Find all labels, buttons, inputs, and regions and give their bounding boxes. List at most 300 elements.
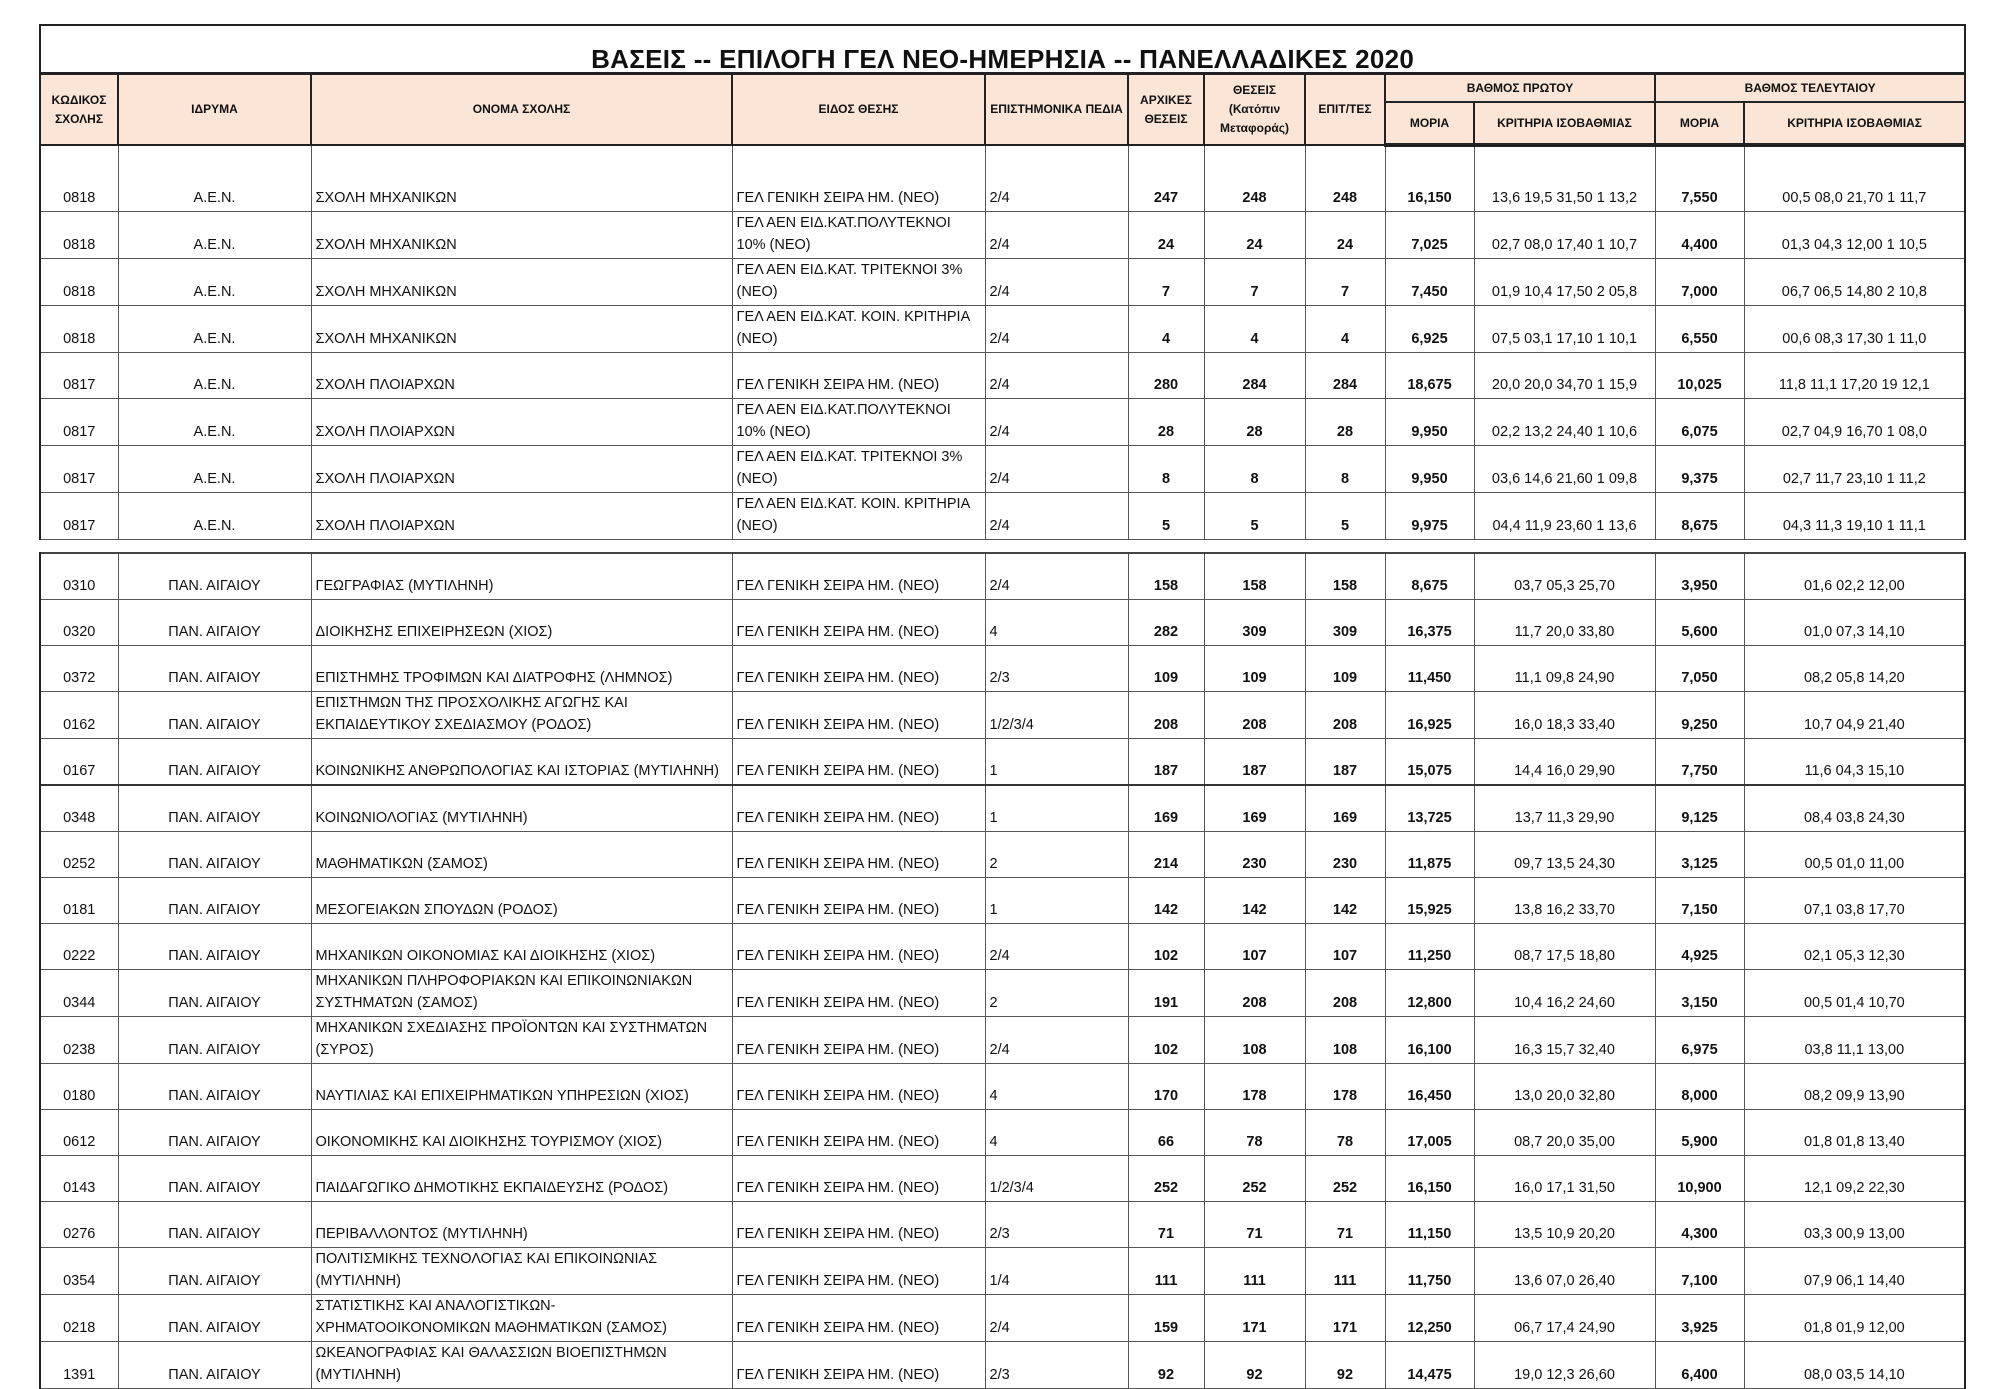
cell-first-criteria: 02,2 13,2 24,40 1 10,6 [1474, 399, 1655, 446]
cell-initial-places: 191 [1128, 970, 1204, 1017]
cell-last-points: 4,300 [1655, 1202, 1744, 1248]
cell-last-criteria: 01,8 01,9 12,00 [1744, 1295, 1965, 1342]
cell-code: 0372 [40, 646, 118, 692]
cell-last-points: 5,900 [1655, 1110, 1744, 1156]
cell-institution: ΠΑΝ. ΑΙΓΑΙΟΥ [118, 785, 311, 832]
cell-institution: ΠΑΝ. ΑΙΓΑΙΟΥ [118, 832, 311, 878]
cell-first-points: 16,150 [1385, 145, 1474, 212]
cell-places-after-transfer: 169 [1204, 785, 1305, 832]
cell-last-criteria: 11,8 11,1 17,20 19 12,1 [1744, 353, 1965, 399]
cell-places-after-transfer: 248 [1204, 145, 1305, 212]
cell-last-criteria: 08,2 05,8 14,20 [1744, 646, 1965, 692]
table-row [40, 553, 1965, 600]
cell-school-name: ΚΟΙΝΩΝΙΟΛΟΓΙΑΣ (ΜΥΤΙΛΗΝΗ) [311, 785, 732, 832]
section-aen [40, 145, 1965, 540]
cell-institution: ΠΑΝ. ΑΙΓΑΙΟΥ [118, 739, 311, 786]
cell-first-points: 12,250 [1385, 1295, 1474, 1342]
cell-last-criteria: 02,1 05,3 12,30 [1744, 924, 1965, 970]
cell-code: 0181 [40, 878, 118, 924]
cell-school-name: ΟΙΚΟΝΟΜΙΚΗΣ ΚΑΙ ΔΙΟΙΚΗΣΗΣ ΤΟΥΡΙΣΜΟΥ (ΧΙΟΣ) [311, 1110, 732, 1156]
cell-fields: 4 [985, 1110, 1128, 1156]
cell-places-after-transfer: 284 [1204, 353, 1305, 399]
cell-places-after-transfer: 187 [1204, 739, 1305, 786]
cell-admitted: 284 [1305, 353, 1385, 399]
cell-school-name: ΣΧΟΛΗ ΜΗΧΑΝΙΚΩΝ [311, 145, 732, 212]
cell-first-points: 13,725 [1385, 785, 1474, 832]
cell-first-points: 17,005 [1385, 1110, 1474, 1156]
cell-last-points: 7,100 [1655, 1248, 1744, 1295]
cell-places-after-transfer: 5 [1204, 493, 1305, 540]
cell-places-after-transfer: 208 [1204, 970, 1305, 1017]
cell-first-points: 11,750 [1385, 1248, 1474, 1295]
cell-admitted: 248 [1305, 145, 1385, 212]
cell-last-criteria: 00,6 08,3 17,30 1 11,0 [1744, 306, 1965, 353]
cell-school-name: ΜΗΧΑΝΙΚΩΝ ΣΧΕΔΙΑΣΗΣ ΠΡΟΪΟΝΤΩΝ ΚΑΙ ΣΥΣΤΗΜΑΤΩΝ (ΣΥΡΟΣ) [311, 1017, 732, 1064]
col-header-places-after-transfer: ΘΕΣΕΙΣ (Κατόπιν Μεταφοράς) [1204, 74, 1305, 146]
cell-last-criteria: 08,0 03,5 14,10 [1744, 1342, 1965, 1389]
cell-first-points: 16,150 [1385, 1156, 1474, 1202]
cell-last-points: 3,125 [1655, 832, 1744, 878]
cell-school-name: ΣΧΟΛΗ ΠΛΟΙΑΡΧΩΝ [311, 353, 732, 399]
spreadsheet [39, 24, 1964, 1389]
cell-position-type: ΓΕΛ ΓΕΝΙΚΗ ΣΕΙΡΑ ΗΜ. (ΝΕΟ) [732, 1202, 985, 1248]
cell-first-criteria: 20,0 20,0 34,70 1 15,9 [1474, 353, 1655, 399]
cell-position-type: ΓΕΛ ΓΕΝΙΚΗ ΣΕΙΡΑ ΗΜ. (ΝΕΟ) [732, 600, 985, 646]
table-row [40, 692, 1965, 739]
cell-admitted: 71 [1305, 1202, 1385, 1248]
cell-code: 0238 [40, 1017, 118, 1064]
col-group-last-grade: ΒΑΘΜΟΣ ΤΕΛΕΥΤΑΙΟΥ [1655, 74, 1965, 103]
cell-last-criteria: 11,6 04,3 15,10 [1744, 739, 1965, 786]
table-row [40, 970, 1965, 1017]
cell-code: 0818 [40, 145, 118, 212]
cell-fields: 2/4 [985, 306, 1128, 353]
cell-last-criteria: 01,3 04,3 12,00 1 10,5 [1744, 212, 1965, 259]
cell-institution: ΠΑΝ. ΑΙΓΑΙΟΥ [118, 1110, 311, 1156]
cell-position-type: ΓΕΛ ΑΕΝ ΕΙΔ.ΚΑΤ.ΠΟΛΥΤΕΚΝΟΙ 10% (ΝΕΟ) [732, 212, 985, 259]
cell-institution: Α.Ε.Ν. [118, 493, 311, 540]
cell-last-points: 5,600 [1655, 600, 1744, 646]
cell-position-type: ΓΕΛ ΓΕΝΙΚΗ ΣΕΙΡΑ ΗΜ. (ΝΕΟ) [732, 692, 985, 739]
cell-fields: 2/4 [985, 399, 1128, 446]
cell-first-criteria: 07,5 03,1 17,10 1 10,1 [1474, 306, 1655, 353]
cell-initial-places: 66 [1128, 1110, 1204, 1156]
cell-position-type: ΓΕΛ ΓΕΝΙΚΗ ΣΕΙΡΑ ΗΜ. (ΝΕΟ) [732, 785, 985, 832]
cell-institution: Α.Ε.Ν. [118, 259, 311, 306]
cell-school-name: ΜΗΧΑΝΙΚΩΝ ΠΛΗΡΟΦΟΡΙΑΚΩΝ ΚΑΙ ΕΠΙΚΟΙΝΩΝΙΑΚΩΝ ΣΥΣΤΗΜΑΤΩΝ (ΣΑΜΟΣ) [311, 970, 732, 1017]
cell-initial-places: 282 [1128, 600, 1204, 646]
col-header-last-points: ΜΟΡΙΑ [1655, 102, 1744, 145]
cell-admitted: 158 [1305, 553, 1385, 600]
cell-first-points: 15,925 [1385, 878, 1474, 924]
cell-fields: 2/3 [985, 1202, 1128, 1248]
cell-first-criteria: 13,0 20,0 32,80 [1474, 1064, 1655, 1110]
cell-places-after-transfer: 71 [1204, 1202, 1305, 1248]
cell-first-points: 9,950 [1385, 399, 1474, 446]
cell-fields: 2/4 [985, 1295, 1128, 1342]
cell-institution: ΠΑΝ. ΑΙΓΑΙΟΥ [118, 1248, 311, 1295]
cell-position-type: ΓΕΛ ΓΕΝΙΚΗ ΣΕΙΡΑ ΗΜ. (ΝΕΟ) [732, 739, 985, 786]
table-row [40, 1342, 1965, 1389]
table-row [40, 399, 1965, 446]
cell-admitted: 92 [1305, 1342, 1385, 1389]
cell-last-points: 4,400 [1655, 212, 1744, 259]
cell-fields: 2/4 [985, 924, 1128, 970]
cell-position-type: ΓΕΛ ΓΕΝΙΚΗ ΣΕΙΡΑ ΗΜ. (ΝΕΟ) [732, 145, 985, 212]
table-row [40, 739, 1965, 786]
cell-institution: Α.Ε.Ν. [118, 212, 311, 259]
cell-first-criteria: 11,1 09,8 24,90 [1474, 646, 1655, 692]
cell-institution: ΠΑΝ. ΑΙΓΑΙΟΥ [118, 1342, 311, 1389]
cell-code: 0222 [40, 924, 118, 970]
cell-first-points: 12,800 [1385, 970, 1474, 1017]
table-row [40, 878, 1965, 924]
cell-school-name: ΩΚΕΑΝΟΓΡΑΦΙΑΣ ΚΑΙ ΘΑΛΑΣΣΙΩΝ ΒΙΟΕΠΙΣΤΗΜΩΝ (ΜΥΤΙΛΗΝΗ) [311, 1342, 732, 1389]
cell-code: 0252 [40, 832, 118, 878]
cell-initial-places: 280 [1128, 353, 1204, 399]
cell-code: 0348 [40, 785, 118, 832]
cell-school-name: ΔΙΟΙΚΗΣΗΣ ΕΠΙΧΕΙΡΗΣΕΩΝ (ΧΙΟΣ) [311, 600, 732, 646]
cell-position-type: ΓΕΛ ΑΕΝ ΕΙΔ.ΚΑΤ. ΤΡΙΤΕΚΝΟΙ 3% (ΝΕΟ) [732, 259, 985, 306]
table-row [40, 1017, 1965, 1064]
cell-first-criteria: 09,7 13,5 24,30 [1474, 832, 1655, 878]
cell-position-type: ΓΕΛ ΓΕΝΙΚΗ ΣΕΙΡΑ ΗΜ. (ΝΕΟ) [732, 832, 985, 878]
cell-code: 0320 [40, 600, 118, 646]
cell-fields: 2/4 [985, 1017, 1128, 1064]
cell-first-points: 7,025 [1385, 212, 1474, 259]
cell-first-points: 11,450 [1385, 646, 1474, 692]
cell-position-type: ΓΕΛ ΓΕΝΙΚΗ ΣΕΙΡΑ ΗΜ. (ΝΕΟ) [732, 646, 985, 692]
cell-institution: ΠΑΝ. ΑΙΓΑΙΟΥ [118, 1017, 311, 1064]
cell-first-points: 15,075 [1385, 739, 1474, 786]
cell-first-points: 16,450 [1385, 1064, 1474, 1110]
cell-last-points: 7,150 [1655, 878, 1744, 924]
cell-first-points: 16,100 [1385, 1017, 1474, 1064]
cell-admitted: 108 [1305, 1017, 1385, 1064]
cell-fields: 1/2/3/4 [985, 692, 1128, 739]
cell-admitted: 230 [1305, 832, 1385, 878]
cell-institution: Α.Ε.Ν. [118, 446, 311, 493]
cell-code: 0612 [40, 1110, 118, 1156]
cell-school-name: ΣΧΟΛΗ ΜΗΧΑΝΙΚΩΝ [311, 306, 732, 353]
cell-last-criteria: 04,3 11,3 19,10 1 11,1 [1744, 493, 1965, 540]
cell-last-criteria: 02,7 11,7 23,10 1 11,2 [1744, 446, 1965, 493]
cell-institution: ΠΑΝ. ΑΙΓΑΙΟΥ [118, 1295, 311, 1342]
cell-institution: Α.Ε.Ν. [118, 353, 311, 399]
cell-fields: 2/3 [985, 1342, 1128, 1389]
cell-first-points: 18,675 [1385, 353, 1474, 399]
cell-fields: 2/4 [985, 212, 1128, 259]
table-row [40, 646, 1965, 692]
cell-initial-places: 247 [1128, 145, 1204, 212]
cell-first-criteria: 16,3 15,7 32,40 [1474, 1017, 1655, 1064]
cell-first-points: 6,925 [1385, 306, 1474, 353]
cell-initial-places: 159 [1128, 1295, 1204, 1342]
cell-first-points: 11,875 [1385, 832, 1474, 878]
cell-fields: 1/2/3/4 [985, 1156, 1128, 1202]
cell-code: 0180 [40, 1064, 118, 1110]
cell-code: 0817 [40, 493, 118, 540]
cell-position-type: ΓΕΛ ΓΕΝΙΚΗ ΣΕΙΡΑ ΗΜ. (ΝΕΟ) [732, 1064, 985, 1110]
cell-initial-places: 5 [1128, 493, 1204, 540]
cell-code: 0218 [40, 1295, 118, 1342]
cell-places-after-transfer: 24 [1204, 212, 1305, 259]
table-row [40, 306, 1965, 353]
cell-first-criteria: 13,8 16,2 33,70 [1474, 878, 1655, 924]
cell-fields: 1 [985, 878, 1128, 924]
cell-last-criteria: 01,6 02,2 12,00 [1744, 553, 1965, 600]
cell-institution: ΠΑΝ. ΑΙΓΑΙΟΥ [118, 1064, 311, 1110]
cell-initial-places: 252 [1128, 1156, 1204, 1202]
cell-admitted: 78 [1305, 1110, 1385, 1156]
cell-fields: 1/4 [985, 1248, 1128, 1295]
cell-first-criteria: 13,6 07,0 26,40 [1474, 1248, 1655, 1295]
table-row [40, 1202, 1965, 1248]
cell-position-type: ΓΕΛ ΓΕΝΙΚΗ ΣΕΙΡΑ ΗΜ. (ΝΕΟ) [732, 1017, 985, 1064]
cell-admitted: 171 [1305, 1295, 1385, 1342]
cell-last-criteria: 00,5 01,0 11,00 [1744, 832, 1965, 878]
cell-school-name: ΣΤΑΤΙΣΤΙΚΗΣ ΚΑΙ ΑΝΑΛΟΓΙΣΤΙΚΩΝ-ΧΡΗΜΑΤΟΟΙΚΟΝΟΜΙΚΩΝ ΜΑΘΗΜΑΤΙΚΩΝ (ΣΑΜΟΣ) [311, 1295, 732, 1342]
cell-places-after-transfer: 7 [1204, 259, 1305, 306]
cell-places-after-transfer: 309 [1204, 600, 1305, 646]
cell-last-criteria: 07,9 06,1 14,40 [1744, 1248, 1965, 1295]
cell-admitted: 142 [1305, 878, 1385, 924]
cell-initial-places: 7 [1128, 259, 1204, 306]
cell-places-after-transfer: 108 [1204, 1017, 1305, 1064]
col-header-last-criteria: ΚΡΙΤΗΡΙΑ ΙΣΟΒΑΘΜΙΑΣ [1744, 102, 1965, 145]
cell-first-criteria: 08,7 17,5 18,80 [1474, 924, 1655, 970]
cell-admitted: 309 [1305, 600, 1385, 646]
cell-institution: ΠΑΝ. ΑΙΓΑΙΟΥ [118, 553, 311, 600]
cell-fields: 2/4 [985, 493, 1128, 540]
cell-last-points: 3,925 [1655, 1295, 1744, 1342]
cell-last-criteria: 00,5 01,4 10,70 [1744, 970, 1965, 1017]
cell-first-criteria: 04,4 11,9 23,60 1 13,6 [1474, 493, 1655, 540]
table-row [40, 1064, 1965, 1110]
cell-last-criteria: 08,4 03,8 24,30 [1744, 785, 1965, 832]
cell-institution: ΠΑΝ. ΑΙΓΑΙΟΥ [118, 924, 311, 970]
cell-initial-places: 71 [1128, 1202, 1204, 1248]
cell-initial-places: 214 [1128, 832, 1204, 878]
cell-institution: ΠΑΝ. ΑΙΓΑΙΟΥ [118, 600, 311, 646]
cell-institution: Α.Ε.Ν. [118, 306, 311, 353]
cell-admitted: 8 [1305, 446, 1385, 493]
cell-school-name: ΣΧΟΛΗ ΠΛΟΙΑΡΧΩΝ [311, 399, 732, 446]
page-title: ΒΑΣΕΙΣ -- ΕΠΙΛΟΓΗ ΓΕΛ ΝΕΟ-ΗΜΕΡΗΣΙΑ -- ΠΑΝΕΛΛΑΔΙΚΕΣ 2020 [40, 25, 1965, 74]
cell-places-after-transfer: 92 [1204, 1342, 1305, 1389]
cell-school-name: ΓΕΩΓΡΑΦΙΑΣ (ΜΥΤΙΛΗΝΗ) [311, 553, 732, 600]
cell-last-points: 6,975 [1655, 1017, 1744, 1064]
table-row [40, 446, 1965, 493]
cell-initial-places: 208 [1128, 692, 1204, 739]
cell-initial-places: 187 [1128, 739, 1204, 786]
cell-code: 0310 [40, 553, 118, 600]
cell-last-points: 9,250 [1655, 692, 1744, 739]
cell-code: 0276 [40, 1202, 118, 1248]
cell-position-type: ΓΕΛ ΓΕΝΙΚΗ ΣΕΙΡΑ ΗΜ. (ΝΕΟ) [732, 353, 985, 399]
cell-last-points: 3,150 [1655, 970, 1744, 1017]
cell-first-criteria: 02,7 08,0 17,40 1 10,7 [1474, 212, 1655, 259]
cell-school-name: ΣΧΟΛΗ ΠΛΟΙΑΡΧΩΝ [311, 493, 732, 540]
col-header-code: ΚΩΔΙΚΟΣ ΣΧΟΛΗΣ [40, 74, 118, 146]
cell-fields: 2/4 [985, 353, 1128, 399]
cell-initial-places: 102 [1128, 924, 1204, 970]
table-row [40, 1156, 1965, 1202]
cell-last-criteria: 02,7 04,9 16,70 1 08,0 [1744, 399, 1965, 446]
cell-initial-places: 24 [1128, 212, 1204, 259]
cell-code: 0167 [40, 739, 118, 786]
table-row [40, 1248, 1965, 1295]
table-row [40, 353, 1965, 399]
cell-last-points: 6,075 [1655, 399, 1744, 446]
cell-first-criteria: 11,7 20,0 33,80 [1474, 600, 1655, 646]
cell-institution: ΠΑΝ. ΑΙΓΑΙΟΥ [118, 646, 311, 692]
cell-school-name: ΣΧΟΛΗ ΠΛΟΙΑΡΧΩΝ [311, 446, 732, 493]
cell-position-type: ΓΕΛ ΓΕΝΙΚΗ ΣΕΙΡΑ ΗΜ. (ΝΕΟ) [732, 1342, 985, 1389]
cell-admitted: 111 [1305, 1248, 1385, 1295]
cell-first-criteria: 08,7 20,0 35,00 [1474, 1110, 1655, 1156]
cell-admitted: 24 [1305, 212, 1385, 259]
col-header-institution: ΙΔΡΥΜΑ [118, 74, 311, 146]
cell-position-type: ΓΕΛ ΑΕΝ ΕΙΔ.ΚΑΤ.ΠΟΛΥΤΕΚΝΟΙ 10% (ΝΕΟ) [732, 399, 985, 446]
cell-position-type: ΓΕΛ ΓΕΝΙΚΗ ΣΕΙΡΑ ΗΜ. (ΝΕΟ) [732, 924, 985, 970]
cell-fields: 2/4 [985, 446, 1128, 493]
cell-last-points: 10,025 [1655, 353, 1744, 399]
cell-last-criteria: 01,0 07,3 14,10 [1744, 600, 1965, 646]
cell-first-criteria: 01,9 10,4 17,50 2 05,8 [1474, 259, 1655, 306]
cell-school-name: ΜΑΘΗΜΑΤΙΚΩΝ (ΣΑΜΟΣ) [311, 832, 732, 878]
cell-initial-places: 4 [1128, 306, 1204, 353]
cell-school-name: ΜΕΣΟΓΕΙΑΚΩΝ ΣΠΟΥΔΩΝ (ΡΟΔΟΣ) [311, 878, 732, 924]
cell-places-after-transfer: 28 [1204, 399, 1305, 446]
cell-code: 1391 [40, 1342, 118, 1389]
cell-first-points: 9,975 [1385, 493, 1474, 540]
section-aegean [40, 553, 1965, 1389]
section-gap [40, 540, 1965, 554]
cell-fields: 2/3 [985, 646, 1128, 692]
cell-last-points: 3,950 [1655, 553, 1744, 600]
table-row [40, 924, 1965, 970]
cell-first-criteria: 03,7 05,3 25,70 [1474, 553, 1655, 600]
cell-code: 0143 [40, 1156, 118, 1202]
cell-institution: ΠΑΝ. ΑΙΓΑΙΟΥ [118, 970, 311, 1017]
cell-last-criteria: 06,7 06,5 14,80 2 10,8 [1744, 259, 1965, 306]
cell-fields: 2/4 [985, 259, 1128, 306]
cell-first-points: 9,950 [1385, 446, 1474, 493]
cell-initial-places: 142 [1128, 878, 1204, 924]
table-row [40, 785, 1965, 832]
cell-last-points: 7,000 [1655, 259, 1744, 306]
col-header-school-name: ΟΝΟΜΑ ΣΧΟΛΗΣ [311, 74, 732, 146]
cell-initial-places: 158 [1128, 553, 1204, 600]
cell-places-after-transfer: 111 [1204, 1248, 1305, 1295]
table-row [40, 259, 1965, 306]
admission-scores-table [39, 24, 1966, 1389]
cell-initial-places: 28 [1128, 399, 1204, 446]
cell-initial-places: 8 [1128, 446, 1204, 493]
cell-initial-places: 109 [1128, 646, 1204, 692]
cell-admitted: 4 [1305, 306, 1385, 353]
cell-school-name: ΝΑΥΤΙΛΙΑΣ ΚΑΙ ΕΠΙΧΕΙΡΗΜΑΤΙΚΩΝ ΥΠΗΡΕΣΙΩΝ (ΧΙΟΣ) [311, 1064, 732, 1110]
cell-last-criteria: 00,5 08,0 21,70 1 11,7 [1744, 145, 1965, 212]
cell-first-criteria: 06,7 17,4 24,90 [1474, 1295, 1655, 1342]
cell-code: 0354 [40, 1248, 118, 1295]
col-header-fields: ΕΠΙΣΤΗΜΟΝΙΚΑ ΠΕΔΙΑ [985, 74, 1128, 146]
cell-position-type: ΓΕΛ ΓΕΝΙΚΗ ΣΕΙΡΑ ΗΜ. (ΝΕΟ) [732, 878, 985, 924]
cell-last-points: 7,750 [1655, 739, 1744, 786]
cell-code: 0818 [40, 259, 118, 306]
cell-fields: 1 [985, 739, 1128, 786]
cell-first-criteria: 16,0 17,1 31,50 [1474, 1156, 1655, 1202]
cell-code: 0344 [40, 970, 118, 1017]
cell-last-points: 10,900 [1655, 1156, 1744, 1202]
cell-places-after-transfer: 208 [1204, 692, 1305, 739]
col-header-position-type: ΕΙΔΟΣ ΘΕΣΗΣ [732, 74, 985, 146]
cell-admitted: 109 [1305, 646, 1385, 692]
table-row [40, 832, 1965, 878]
cell-first-criteria: 13,7 11,3 29,90 [1474, 785, 1655, 832]
cell-fields: 2/4 [985, 145, 1128, 212]
col-header-first-criteria: ΚΡΙΤΗΡΙΑ ΙΣΟΒΑΘΜΙΑΣ [1474, 102, 1655, 145]
cell-initial-places: 170 [1128, 1064, 1204, 1110]
cell-school-name: ΕΠΙΣΤΗΜΗΣ ΤΡΟΦΙΜΩΝ ΚΑΙ ΔΙΑΤΡΟΦΗΣ (ΛΗΜΝΟΣ) [311, 646, 732, 692]
table-row [40, 145, 1965, 212]
cell-initial-places: 169 [1128, 785, 1204, 832]
cell-last-points: 8,000 [1655, 1064, 1744, 1110]
cell-places-after-transfer: 78 [1204, 1110, 1305, 1156]
cell-school-name: ΠΟΛΙΤΙΣΜΙΚΗΣ ΤΕΧΝΟΛΟΓΙΑΣ ΚΑΙ ΕΠΙΚΟΙΝΩΝΙΑΣ (ΜΥΤΙΛΗΝΗ) [311, 1248, 732, 1295]
cell-first-criteria: 13,5 10,9 20,20 [1474, 1202, 1655, 1248]
cell-code: 0818 [40, 306, 118, 353]
cell-code: 0817 [40, 353, 118, 399]
cell-first-criteria: 19,0 12,3 26,60 [1474, 1342, 1655, 1389]
cell-last-points: 7,550 [1655, 145, 1744, 212]
cell-last-criteria: 12,1 09,2 22,30 [1744, 1156, 1965, 1202]
cell-first-points: 7,450 [1385, 259, 1474, 306]
cell-position-type: ΓΕΛ ΓΕΝΙΚΗ ΣΕΙΡΑ ΗΜ. (ΝΕΟ) [732, 970, 985, 1017]
cell-institution: ΠΑΝ. ΑΙΓΑΙΟΥ [118, 1202, 311, 1248]
cell-first-criteria: 13,6 19,5 31,50 1 13,2 [1474, 145, 1655, 212]
cell-initial-places: 111 [1128, 1248, 1204, 1295]
cell-last-points: 7,050 [1655, 646, 1744, 692]
cell-fields: 1 [985, 785, 1128, 832]
cell-places-after-transfer: 142 [1204, 878, 1305, 924]
cell-places-after-transfer: 107 [1204, 924, 1305, 970]
table-row [40, 600, 1965, 646]
cell-position-type: ΓΕΛ ΓΕΝΙΚΗ ΣΕΙΡΑ ΗΜ. (ΝΕΟ) [732, 1156, 985, 1202]
cell-last-points: 6,550 [1655, 306, 1744, 353]
cell-school-name: ΜΗΧΑΝΙΚΩΝ ΟΙΚΟΝΟΜΙΑΣ ΚΑΙ ΔΙΟΙΚΗΣΗΣ (ΧΙΟΣ) [311, 924, 732, 970]
cell-places-after-transfer: 109 [1204, 646, 1305, 692]
cell-places-after-transfer: 158 [1204, 553, 1305, 600]
cell-institution: Α.Ε.Ν. [118, 145, 311, 212]
cell-first-points: 16,375 [1385, 600, 1474, 646]
cell-last-points: 6,400 [1655, 1342, 1744, 1389]
cell-institution: ΠΑΝ. ΑΙΓΑΙΟΥ [118, 1156, 311, 1202]
cell-first-points: 11,150 [1385, 1202, 1474, 1248]
cell-initial-places: 102 [1128, 1017, 1204, 1064]
cell-first-points: 11,250 [1385, 924, 1474, 970]
cell-fields: 4 [985, 1064, 1128, 1110]
cell-admitted: 7 [1305, 259, 1385, 306]
cell-position-type: ΓΕΛ ΑΕΝ ΕΙΔ.ΚΑΤ. ΤΡΙΤΕΚΝΟΙ 3% (ΝΕΟ) [732, 446, 985, 493]
cell-last-criteria: 03,3 00,9 13,00 [1744, 1202, 1965, 1248]
cell-admitted: 208 [1305, 692, 1385, 739]
table-row [40, 212, 1965, 259]
cell-first-criteria: 03,6 14,6 21,60 1 09,8 [1474, 446, 1655, 493]
cell-position-type: ΓΕΛ ΑΕΝ ΕΙΔ.ΚΑΤ. ΚΟΙΝ. ΚΡΙΤΗΡΙΑ (ΝΕΟ) [732, 493, 985, 540]
cell-last-points: 9,375 [1655, 446, 1744, 493]
